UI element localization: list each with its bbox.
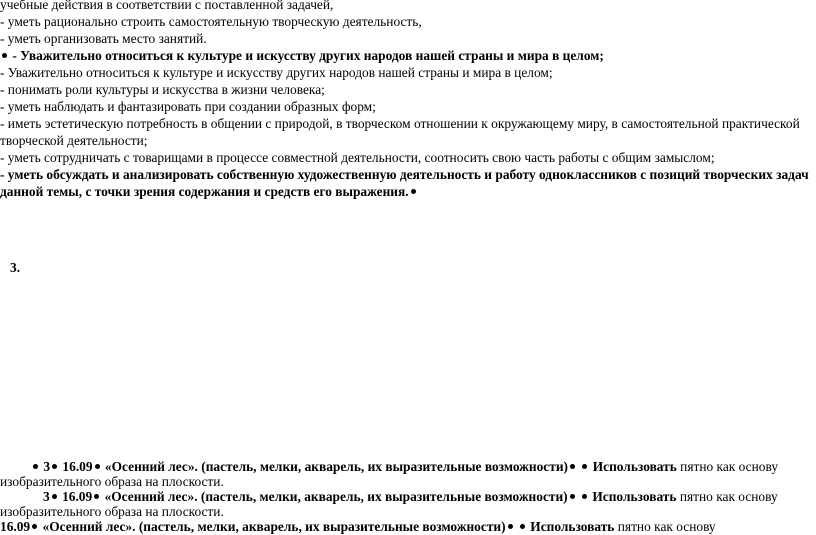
lesson-2-line	[43, 489, 778, 505]
lesson-2-cont: изобразительного образа на плоскости.	[0, 504, 224, 519]
mid-line-4: - иметь эстетическую потребность в общении с природой, в творческом отношении к окружающему миру, в самостоятельной практической	[0, 116, 800, 131]
mid-line-6: - уметь сотрудничать с товарищами в процессе совместной деятельности, соотносить свою часть работы с общим замыслом;	[0, 150, 715, 165]
bullet-icon	[508, 524, 513, 529]
bold-line-1-text: - Уважительно относиться к культуре и искусству других народов нашей страны и мира в целом;	[12, 48, 604, 63]
bullet-icon	[582, 494, 587, 499]
bullet-icon	[95, 464, 100, 469]
bullet-icon	[411, 189, 416, 194]
bullet-icon	[570, 494, 575, 499]
bold-para-line-2	[0, 184, 418, 200]
bullet-icon	[33, 464, 38, 469]
top-line-1: учебные действия в соответствии с поставленной задачей,	[0, 0, 334, 12]
mid-line-5: творческой деятельности;	[0, 133, 148, 148]
mid-line-1: - Уважительно относиться к культуре и искусству других народов нашей страны и мира в целом;	[0, 65, 553, 80]
lesson-verb: Использовать	[592, 459, 677, 474]
lesson-title: «Осенний лес». (пастель, мелки, акварель, их выразительные возможности)	[104, 459, 568, 474]
bold-para-line-1: - уметь обсуждать и анализировать собственную художественную деятельность и работу одноклассников с позиций творческих задач	[0, 167, 809, 182]
bullet-icon	[520, 524, 525, 529]
top-line-2: - уметь рационально строить самостоятельную творческую деятельность,	[0, 14, 422, 29]
lesson-num: 3	[43, 489, 50, 504]
mid-line-2: - понимать роли культуры и искусства в жизни человека;	[0, 82, 325, 97]
bullet-icon	[582, 464, 587, 469]
lesson-num: 3	[43, 459, 51, 474]
lesson-rest: пятно как основу	[679, 489, 778, 504]
lesson-3-line	[0, 519, 716, 535]
bold-para-line-2-text: данной темы, с точки зрения содержания и средств его выражения.	[0, 184, 409, 199]
lesson-date: 16.09	[0, 519, 31, 534]
bullet-icon	[94, 494, 99, 499]
top-line-3: - уметь организовать место занятий.	[0, 31, 207, 46]
bullet-icon	[32, 524, 37, 529]
lesson-title: «Осенний лес». (пастель, мелки, акварель, их выразительные возможности)	[42, 519, 506, 534]
lesson-rest: пятно как основу	[617, 519, 716, 534]
lesson-1-line	[31, 459, 778, 475]
lesson-1-cont: изобразительного образа на плоскости.	[0, 474, 224, 489]
bullet-icon	[2, 53, 7, 58]
lesson-date: 16.09	[62, 489, 93, 504]
lesson-rest: пятно как основу	[680, 459, 779, 474]
bullet-icon	[52, 494, 57, 499]
lesson-verb: Использовать	[592, 489, 677, 504]
section-number: 3.	[10, 260, 21, 275]
bullet-icon	[570, 464, 575, 469]
mid-line-3: - уметь наблюдать и фантазировать при создании образных форм;	[0, 99, 376, 114]
lesson-verb: Использовать	[530, 519, 615, 534]
bold-line-1	[0, 48, 604, 64]
lesson-title: «Осенний лес». (пастель, мелки, акварель, их выразительные возможности)	[104, 489, 568, 504]
lesson-date: 16.09	[62, 459, 93, 474]
bullet-icon	[52, 464, 57, 469]
